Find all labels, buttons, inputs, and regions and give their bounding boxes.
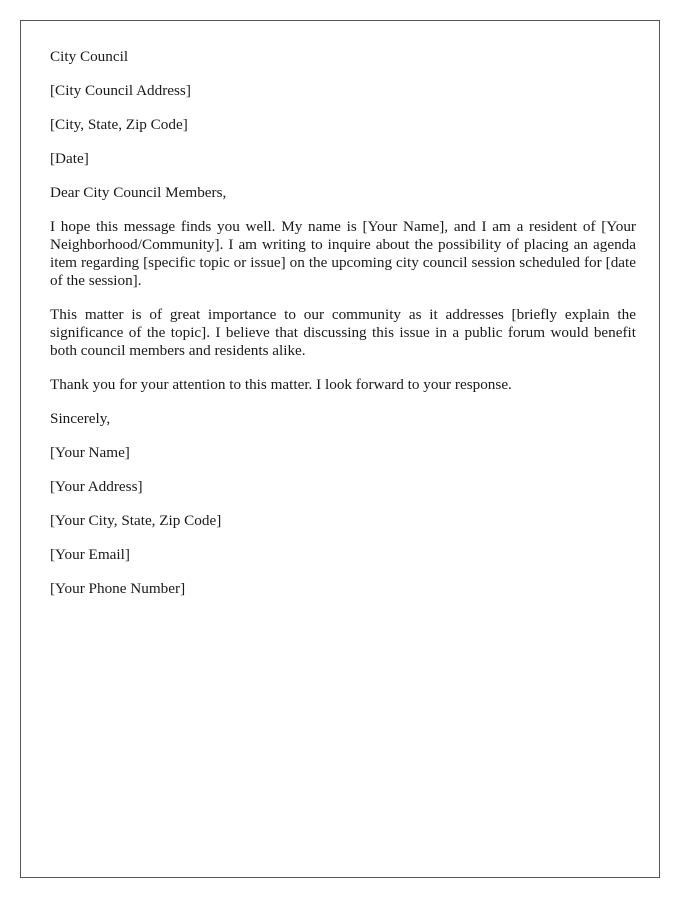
sender-address: [Your Address] xyxy=(50,478,143,495)
body-paragraph-2: This matter is of great importance to our community as it addresses [briefly explain the significance of the topic]. I believe that discussing this issue in a public forum would benefit both council members and residents alike. xyxy=(50,306,636,359)
letter-content xyxy=(50,48,636,614)
sender-city-state-zip: [Your City, State, Zip Code] xyxy=(50,512,222,529)
sender-phone: [Your Phone Number] xyxy=(50,580,186,597)
letter-date: [Date] xyxy=(50,150,89,167)
body-paragraph-3: Thank you for your attention to this matter. I look forward to your response. xyxy=(50,376,512,393)
closing: Sincerely, xyxy=(50,410,111,427)
body-paragraph-1: I hope this message finds you well. My name is [Your Name], and I am a resident of [Your Neighborhood/Community]. I am writing to inquire about the possibility of placing an agenda item regarding [specific topic or issue] on the upcoming city council session scheduled for [date of the session]. xyxy=(50,218,636,289)
recipient-name: City Council xyxy=(50,48,129,65)
salutation: Dear City Council Members, xyxy=(50,184,227,201)
recipient-address: [City Council Address] xyxy=(50,82,191,99)
sender-email: [Your Email] xyxy=(50,546,130,563)
letter-page xyxy=(20,20,660,878)
sender-name: [Your Name] xyxy=(50,444,130,461)
recipient-city-state-zip: [City, State, Zip Code] xyxy=(50,116,188,133)
